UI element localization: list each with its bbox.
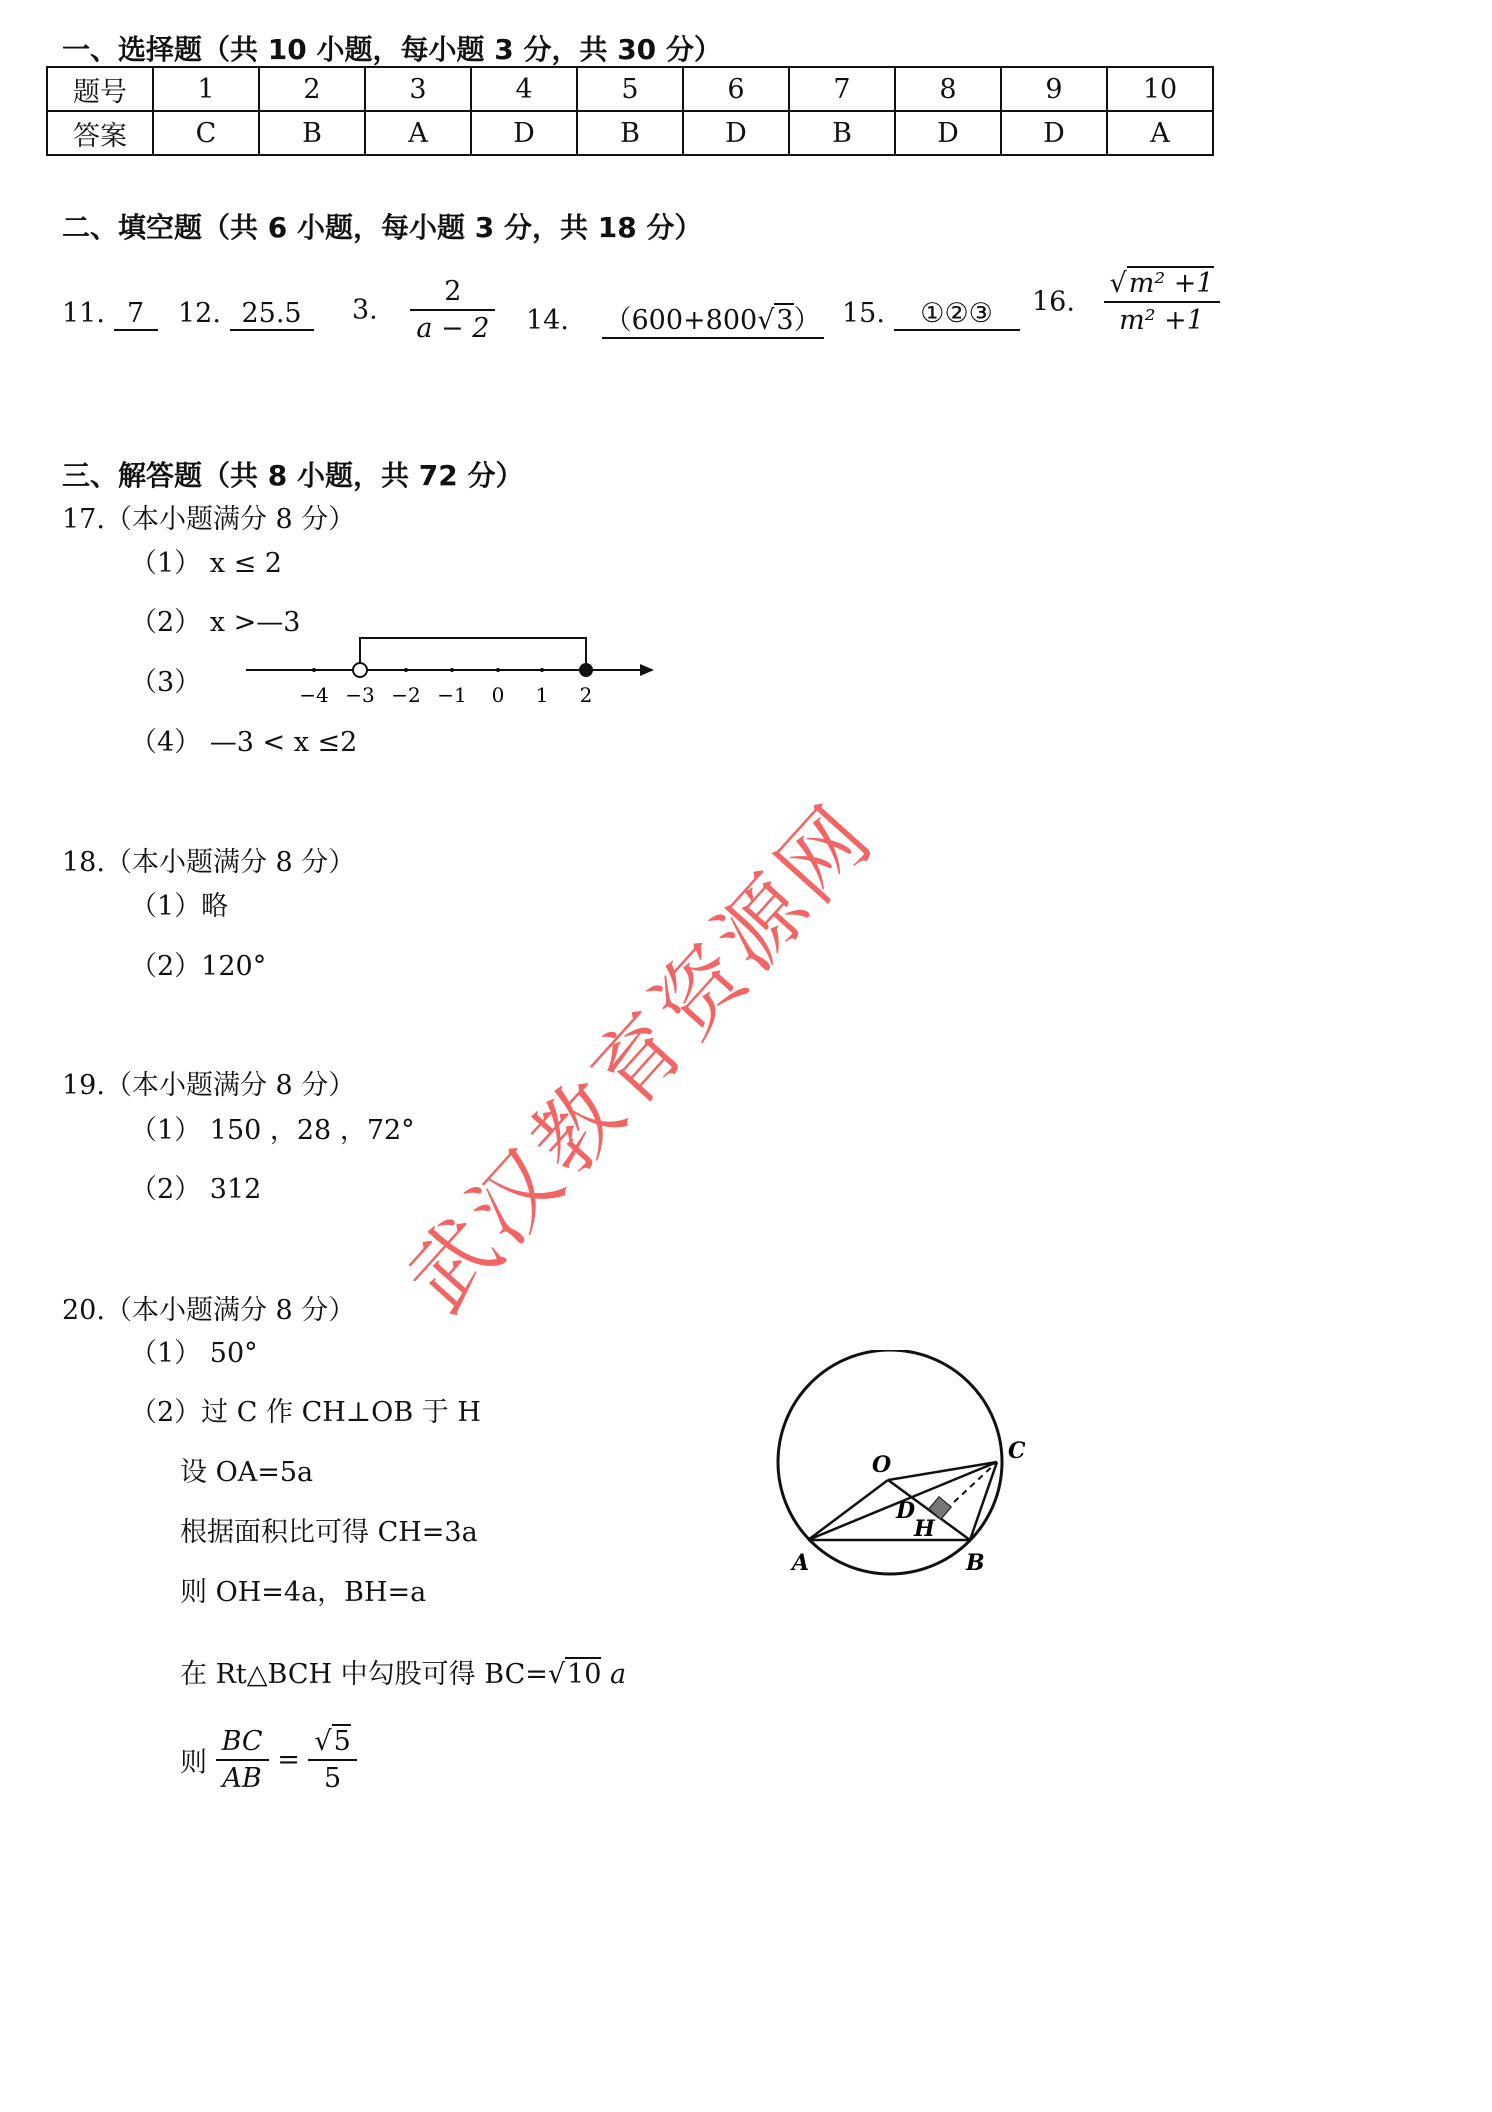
q17-part4: （4） —3 < x ≤2 [130,727,358,758]
label-d: D [896,1498,916,1524]
q16-fraction [1104,268,1220,336]
table-cell: D [895,111,1001,155]
tick-label: −1 [437,683,467,707]
tick-label: −2 [391,683,421,707]
table-row-numbers [47,67,1213,111]
table-cell: A [365,111,471,155]
q20-step5-prefix: 则 [180,1747,207,1779]
q13-denominator: a − 2 [416,313,490,344]
q20-step2: 根据面积比可得 CH=3a [180,1517,478,1548]
q20-result-numerator [308,1726,356,1761]
q15 [842,298,1020,331]
sqrt-icon: √ [757,305,775,336]
table-cell: 6 [683,67,789,111]
closed-circle-icon [579,663,593,677]
q20-result-radicand: 5 [333,1726,351,1757]
q11-answer: 7 [114,298,158,331]
q15-answer: ①②③ [894,298,1020,331]
table-cell: B [577,111,683,155]
q17-part1: （1） x ≤ 2 [130,548,282,579]
label-o: O [872,1452,892,1478]
q14-prefix: （600+800 [604,305,758,336]
table-cell: 2 [259,67,365,111]
watermark: 武汉教育资源网 [388,785,895,1331]
q13 [352,276,495,344]
q20-ratio-numerator: BC [216,1726,269,1761]
arrow-icon [640,664,654,676]
circle-figure [760,1350,1050,1600]
table-cell: 7 [789,67,895,111]
sqrt-icon: √ [314,1726,332,1757]
q13-numerator: 2 [410,276,495,311]
q14-radicand: 3 [776,305,794,336]
q13-fraction [410,276,495,344]
q16 [1032,268,1220,336]
q14-answer [602,298,824,339]
q20-step4 [180,1652,626,1691]
q20-header: 20.（本小题满分 8 分） [62,1295,356,1326]
q11 [62,298,158,331]
label-a: A [792,1550,810,1576]
tick-label: −4 [299,683,329,707]
table-cell: 1 [153,67,259,111]
tick-label: −3 [345,683,375,707]
q16-radicand: m² +1 [1128,268,1214,299]
q18-part1: （1）略 [130,891,229,922]
table-row-answers [47,111,1213,155]
q17-part2: （2） x >—3 [130,607,301,638]
open-circle-icon [353,663,367,677]
q17-header: 17.（本小题满分 8 分） [62,504,356,535]
q20-equals: = [277,1744,300,1776]
section3-title: 三、解答题（共 8 小题，共 72 分） [62,459,524,492]
sqrt-icon: √ [1109,268,1127,299]
q19-part2: （2） 312 [130,1174,262,1205]
q18-part2: （2）120° [130,951,267,982]
q12-answer: 25.5 [230,298,314,331]
label-c: C [1008,1438,1026,1464]
answer-table [46,66,1214,156]
q20-step5 [180,1726,357,1794]
q20-step4-prefix: 在 Rt△BCH 中勾股可得 BC= [180,1659,548,1690]
q15-label: 15. [842,298,885,329]
q17-part3-label: （3） [130,667,202,698]
q20-ratio-denominator: AB [222,1763,262,1794]
q14-suffix: ） [793,305,821,336]
label-b: B [966,1550,985,1576]
q20-part1: （1） 50° [130,1338,258,1369]
table-cell: C [153,111,259,155]
q11-label: 11. [62,298,105,329]
q20-result [308,1726,356,1794]
number-line [240,628,660,708]
tick-label: 2 [579,683,593,707]
table-cell: 5 [577,67,683,111]
table-cell: D [471,111,577,155]
q19-part1: （1） 150 ，28 ，72° [130,1115,415,1146]
table-cell: 8 [895,67,1001,111]
table-cell: 3 [365,67,471,111]
q20-step4-suffix: a [601,1659,627,1690]
q20-part2: （2）过 C 作 CH⊥OB 于 H [130,1397,481,1428]
q14-label: 14. [526,305,569,336]
q20-step1: 设 OA=5a [180,1457,314,1488]
table-cell: B [259,111,365,155]
table-header-answer: 答案 [47,111,153,155]
section1-title: 一、选择题（共 10 小题，每小题 3 分，共 30 分） [62,33,722,66]
q20-ratio [216,1726,269,1794]
table-cell: 10 [1107,67,1213,111]
table-cell: B [789,111,895,155]
label-h: H [914,1516,935,1542]
q18-header: 18.（本小题满分 8 分） [62,847,356,878]
table-header-number: 题号 [47,67,153,111]
sqrt-icon: √ [547,1659,566,1690]
q13-label: 3. [352,294,378,326]
q16-numerator [1104,268,1220,303]
table-cell: D [683,111,789,155]
q14 [526,298,824,339]
q12-label: 12. [178,298,221,329]
q12 [178,298,314,331]
table-cell: 4 [471,67,577,111]
q20-step4-radicand: 10 [567,1659,602,1690]
q20-result-denominator: 5 [324,1763,342,1794]
q16-label: 16. [1032,286,1075,318]
section2-title: 二、填空题（共 6 小题，每小题 3 分，共 18 分） [62,211,703,244]
table-cell: D [1001,111,1107,155]
tick-label: 0 [491,683,505,707]
tick-label: 1 [535,683,549,707]
table-cell: 9 [1001,67,1107,111]
q19-header: 19.（本小题满分 8 分） [62,1070,356,1101]
table-cell: A [1107,111,1213,155]
q20-step3: 则 OH=4a，BH=a [180,1577,427,1608]
q16-denominator: m² +1 [1119,305,1204,336]
